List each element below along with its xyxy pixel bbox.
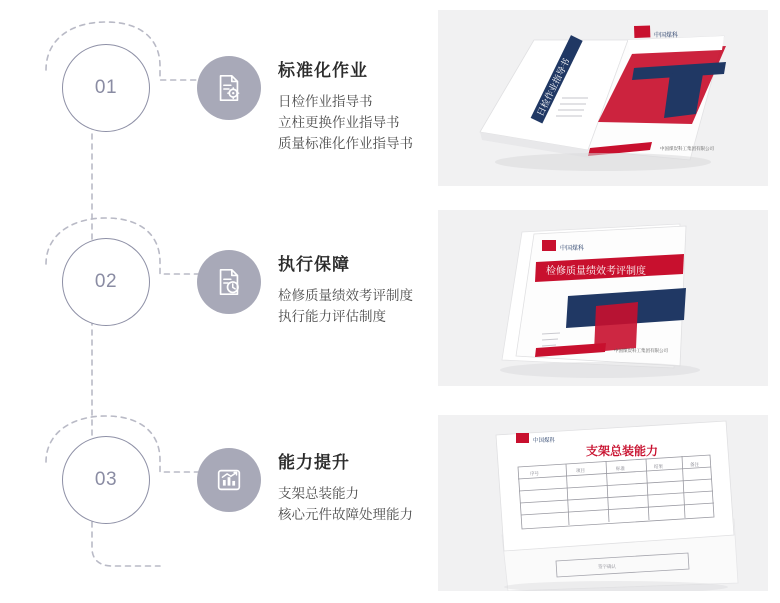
step-1-line-3: 质量标准化作业指导书	[278, 136, 413, 151]
step-3-number-circle	[62, 436, 150, 524]
step-3-line-1: 支架总装能力	[278, 486, 359, 501]
document-clock-icon	[214, 267, 244, 297]
step-1-line-1: 日检作业指导书	[278, 94, 373, 109]
svg-text:支架总装能力: 支架总装能力	[586, 444, 659, 458]
step-3-number: 03	[94, 469, 118, 490]
step-1-number: 01	[94, 77, 118, 98]
svg-text:中国煤科: 中国煤科	[654, 33, 679, 39]
svg-text:中国煤炭科工集团有限公司: 中国煤炭科工集团有限公司	[660, 146, 714, 151]
step-2-line-1: 检修质量绩效考评制度	[278, 288, 413, 303]
step-1-text-block	[278, 56, 448, 154]
step-2-title: 执行保障	[278, 255, 350, 274]
brochure-photo-capability	[438, 415, 768, 591]
step-3-title: 能力提升	[278, 453, 350, 472]
step-1-number-circle	[62, 44, 150, 132]
document-gear-icon	[214, 73, 244, 103]
step-3-icon-badge	[197, 448, 261, 512]
step-2-icon-badge	[197, 250, 261, 314]
svg-text:中国煤科: 中国煤科	[533, 438, 556, 444]
step-2-line-2: 执行能力评估制度	[278, 309, 386, 324]
step-2-text-block	[278, 250, 448, 327]
step-3-text-block	[278, 448, 448, 525]
chart-up-icon	[214, 465, 244, 495]
timeline-step-3	[0, 400, 440, 560]
svg-text:中国煤科: 中国煤科	[560, 246, 585, 252]
step-1-icon-badge	[197, 56, 261, 120]
svg-text:序号: 序号	[530, 471, 539, 476]
svg-text:项目: 项目	[576, 468, 585, 473]
svg-text:标准: 标准	[616, 466, 625, 471]
svg-text:签字确认: 签字确认	[598, 564, 616, 569]
step-1-title: 标准化作业	[278, 61, 368, 80]
step-2-number: 02	[94, 271, 118, 292]
brochure-photo-standard-work	[438, 10, 768, 186]
svg-text:中国煤炭科工集团有限公司: 中国煤炭科工集团有限公司	[614, 348, 668, 353]
svg-text:日检作业指导书: 日检作业指导书	[535, 56, 572, 118]
svg-text:结果: 结果	[654, 464, 663, 469]
brochure-photo-execution	[438, 210, 768, 386]
step-2-number-circle	[62, 238, 150, 326]
timeline-step-2	[0, 202, 440, 362]
step-1-line-2: 立柱更换作业指导书	[278, 115, 400, 130]
timeline-step-1	[0, 8, 440, 168]
step-3-line-2: 核心元件故障处理能力	[278, 507, 413, 522]
svg-text:检修质量绩效考评制度: 检修质量绩效考评制度	[546, 266, 646, 277]
svg-text:备注: 备注	[690, 462, 699, 467]
